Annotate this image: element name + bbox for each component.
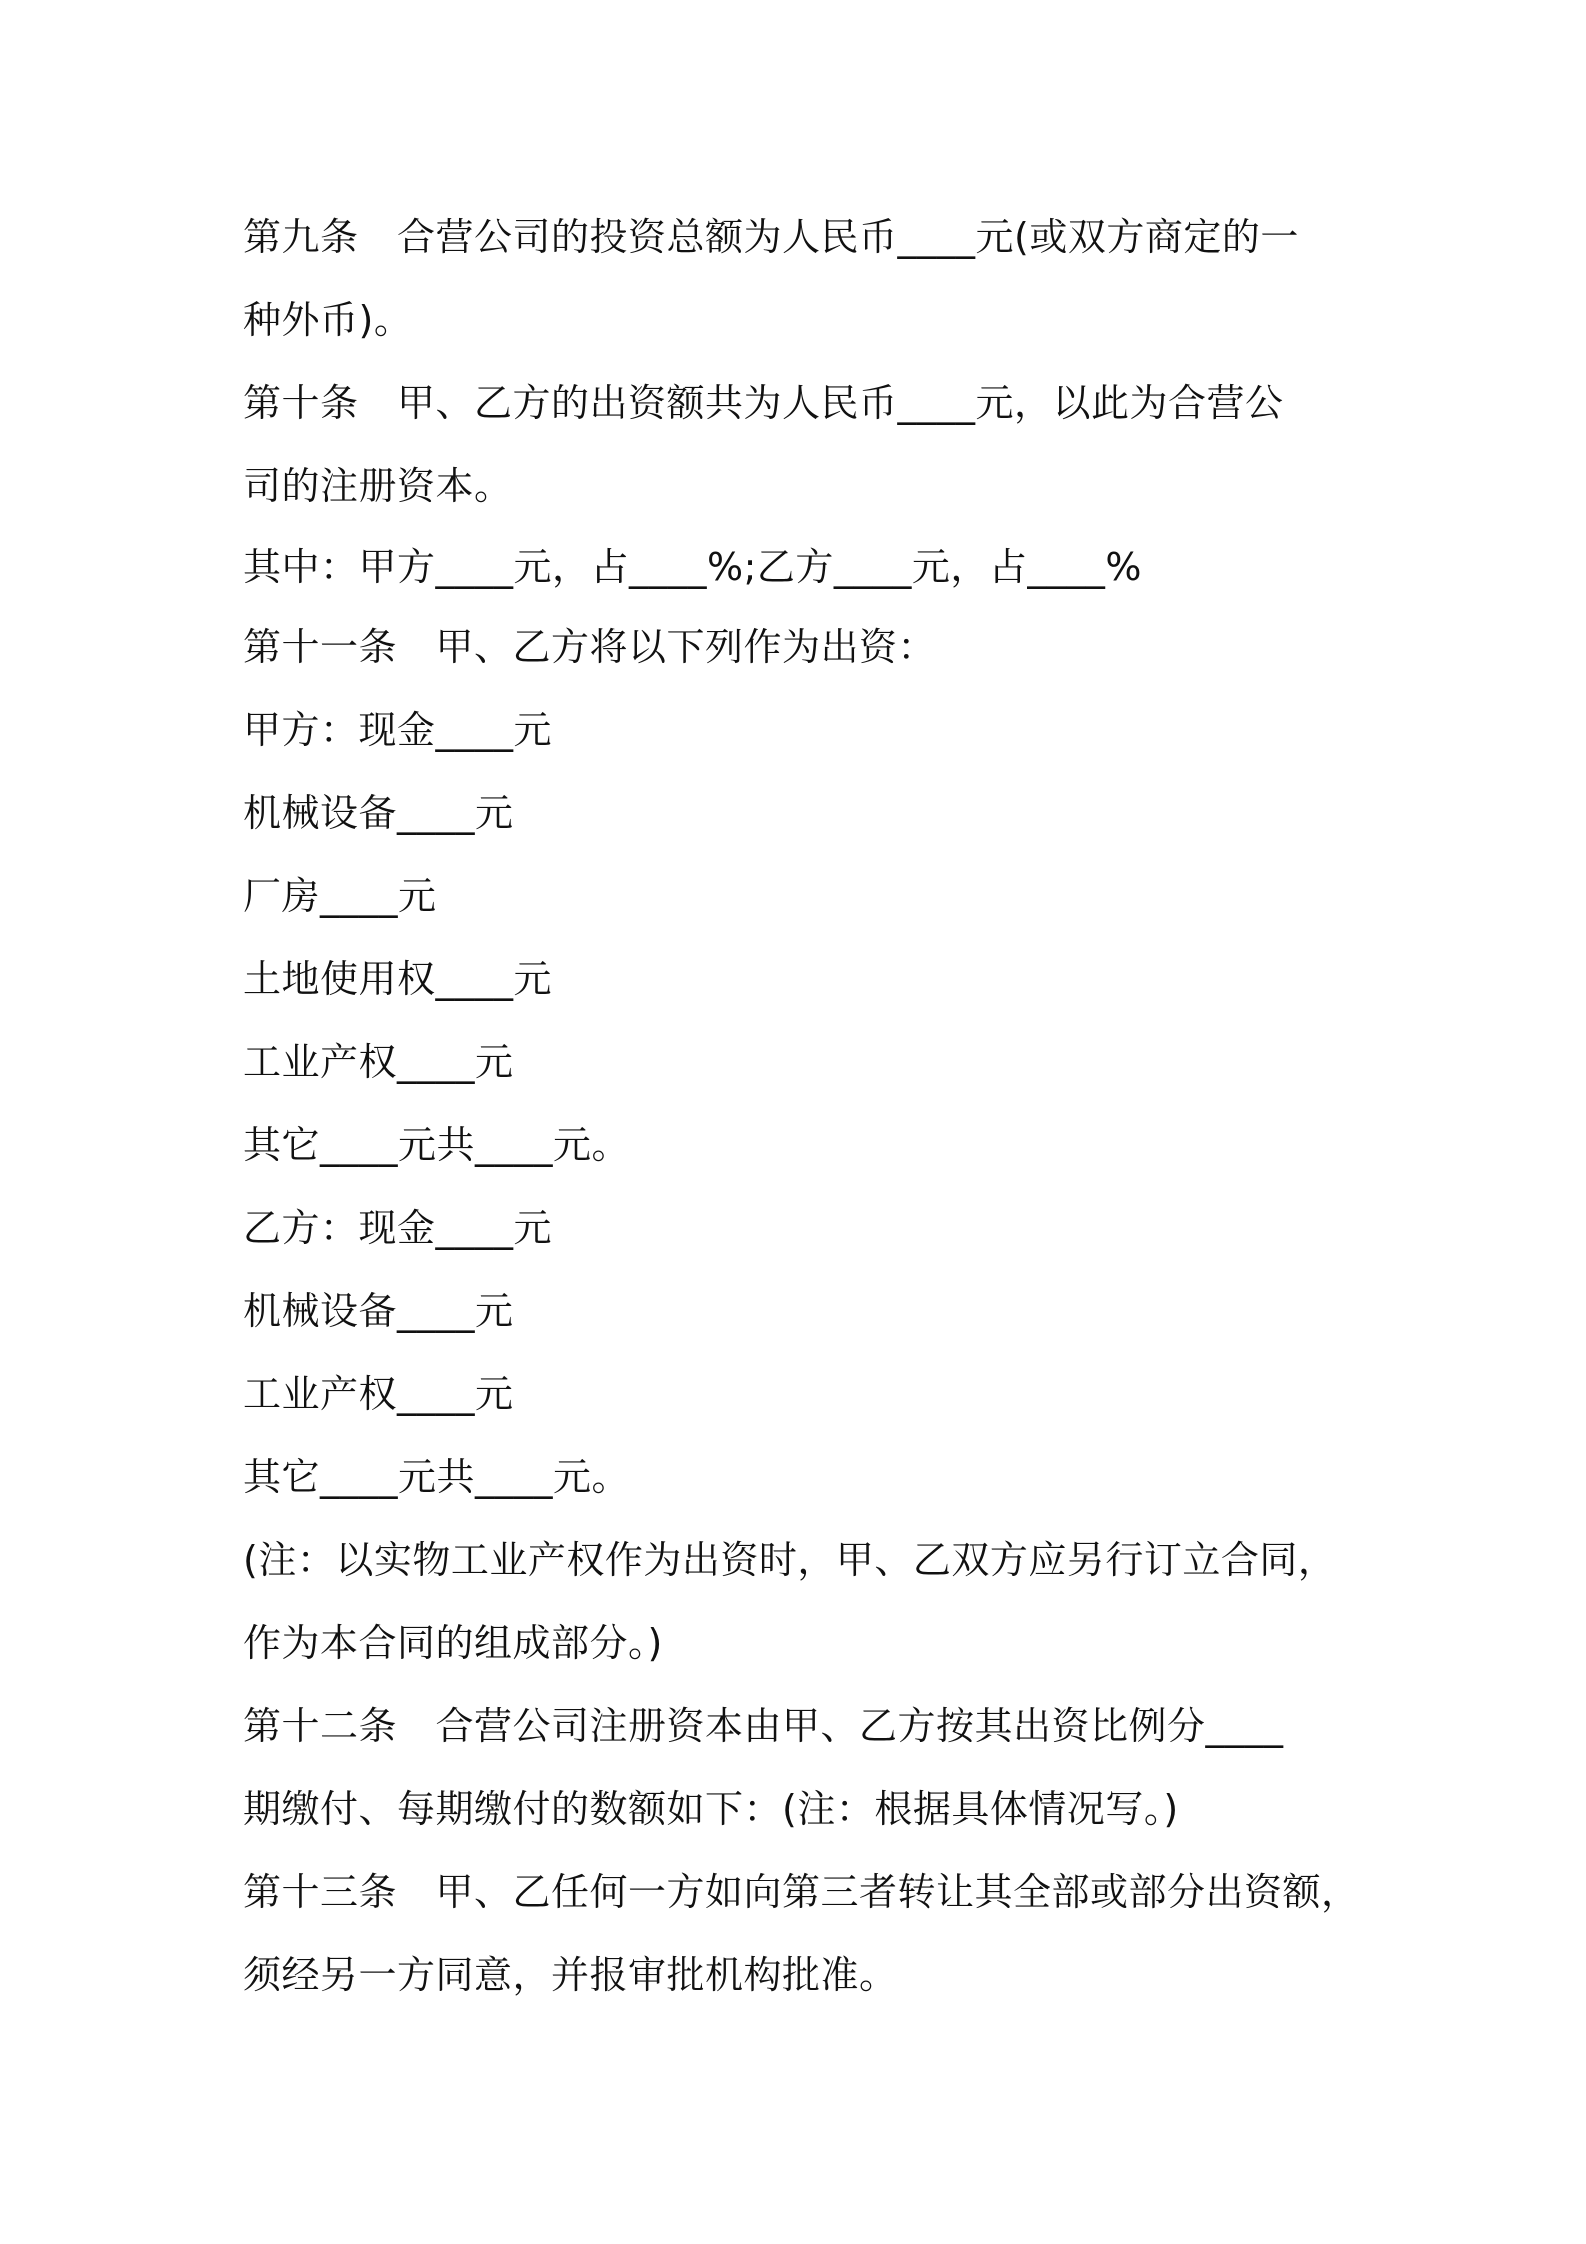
party-b-machinery: 机械设备____元 [243, 1289, 514, 1333]
article-12-line-2: 期缴付、每期缴付的数额如下：(注：根据具体情况写。) [243, 1787, 1179, 1831]
article-9-line-2: 种外币)。 [243, 298, 413, 342]
document-body [243, 196, 1363, 2017]
article-13-line-1: 第十三条 甲、乙任何一方如向第三者转让其全部或部分出资额， [243, 1870, 1360, 1914]
article-12-line-1: 第十二条 合营公司注册资本由甲、乙方按其出资比例分____ [243, 1704, 1284, 1748]
party-a-land-use-right: 土地使用权____元 [243, 957, 553, 1001]
party-b-other-total: 其它____元共____元。 [243, 1455, 631, 1499]
party-a-machinery: 机械设备____元 [243, 791, 514, 835]
note-line-1: (注：以实物工业产权作为出资时，甲、乙双方应另行订立合同， [243, 1538, 1337, 1582]
capital-share-line: 其中：甲方____元，占____%;乙方____元，占____% [243, 545, 1143, 589]
article-10-line-2: 司的注册资本。 [243, 464, 513, 508]
note-line-2: 作为本合同的组成部分。) [243, 1621, 663, 1665]
article-10-line-1: 第十条 甲、乙方的出资额共为人民币____元，以此为合营公 [243, 381, 1284, 425]
party-a-cash: 甲方：现金____元 [243, 708, 553, 752]
party-b-industrial-property: 工业产权____元 [243, 1372, 514, 1416]
article-11-heading: 第十一条 甲、乙方将以下列作为出资： [243, 625, 937, 669]
party-a-factory: 厂房____元 [243, 874, 437, 918]
party-a-industrial-property: 工业产权____元 [243, 1040, 514, 1084]
party-b-cash: 乙方：现金____元 [243, 1206, 553, 1250]
article-13-line-2: 须经另一方同意，并报审批机构批准。 [243, 1953, 898, 1997]
party-a-other-total: 其它____元共____元。 [243, 1123, 631, 1167]
article-9-line-1: 第九条 合营公司的投资总额为人民币____元(或双方商定的一 [243, 215, 1299, 259]
